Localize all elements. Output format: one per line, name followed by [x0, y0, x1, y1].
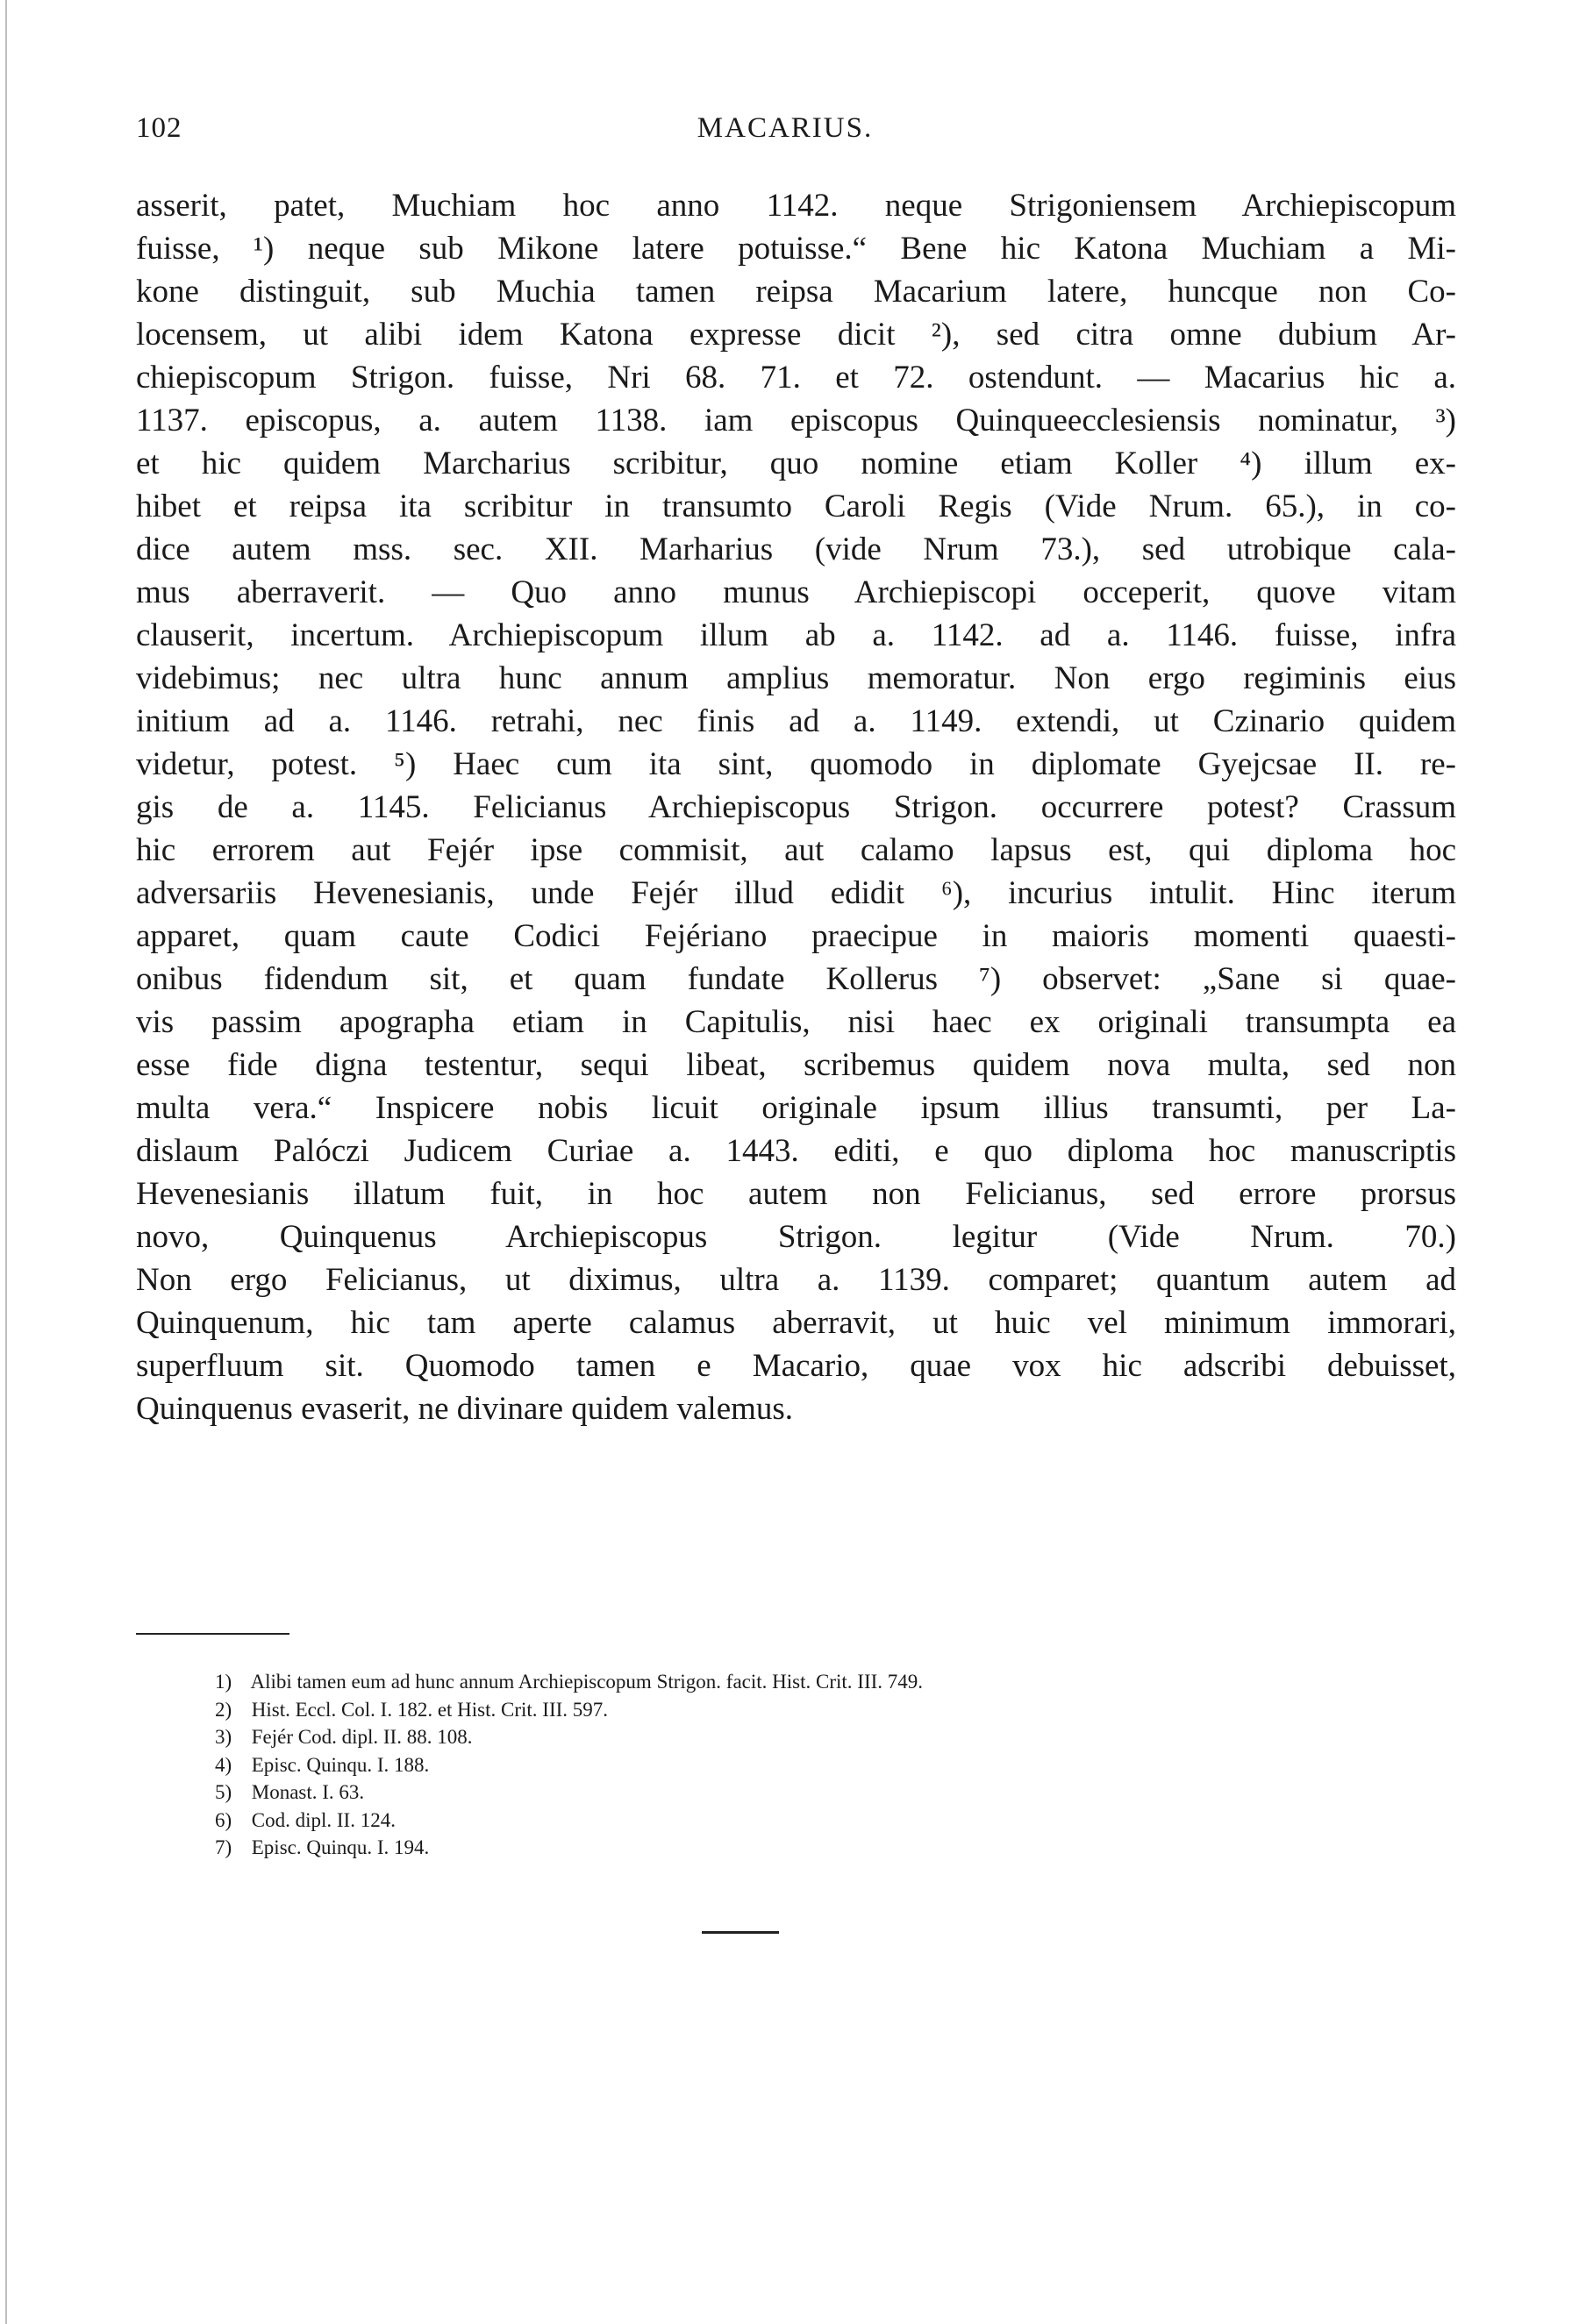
- text-line: fuisse, ¹) neque sub Mikone latere potuisse.“ Bene hic Katona Muchiam a Mi-: [136, 231, 1456, 267]
- text-line: videtur, potest. ⁵) Haec cum ita sint, quomodo in diplomate Gyejcsae II. re-: [136, 746, 1456, 782]
- text-line: clauserit, incertum. Archiepiscopum illum ab a. 1142. ad a. 1146. fuisse, infra: [136, 617, 1456, 653]
- page-number: 102: [136, 112, 182, 144]
- footnote-number: 7): [215, 1836, 232, 1858]
- text-line: initium ad a. 1146. retrahi, nec finis ad a. 1149. extendi, ut Czinario quidem: [136, 703, 1456, 739]
- footnote: [215, 1723, 1355, 1751]
- text-line: hic errorem aut Fejér ipse commisit, aut calamo lapsus est, qui diploma hoc: [136, 832, 1456, 868]
- text-line: superfluum sit. Quomodo tamen e Macario, quae vox hic adscribi debuisset,: [136, 1348, 1456, 1384]
- text-line: novo, Quinquenus Archiepiscopus Strigon. legitur (Vide Nrum. 70.): [136, 1219, 1456, 1255]
- text-line: apparet, quam caute Codici Fejériano praecipue in maioris momenti quaesti-: [136, 918, 1456, 954]
- text-line: Quinquenus evaserit, ne divinare quidem valemus.: [136, 1391, 794, 1427]
- body-text: [136, 184, 1456, 1430]
- text-line: Non ergo Felicianus, ut diximus, ultra a. 1139. comparet; quantum autem ad: [136, 1262, 1456, 1298]
- text-line: kone distinguit, sub Muchia tamen reipsa Macarium latere, huncque non Co-: [136, 274, 1456, 310]
- footnote-number: 6): [215, 1808, 232, 1831]
- text-line: et hic quidem Marcharius scribitur, quo nomine etiam Koller ⁴) illum ex-: [136, 446, 1456, 481]
- text-line: Hevenesianis illatum fuit, in hoc autem non Felicianus, sed errore prorsus: [136, 1176, 1456, 1212]
- footnote-text: Alibi tamen eum ad hunc annum Archiepiscopum Strigon. facit. Hist. Crit. III. 749.: [250, 1671, 924, 1693]
- footnote-text: Episc. Quinqu. I. 194.: [251, 1836, 430, 1858]
- end-ornament-rule: [702, 1931, 779, 1934]
- footnote-number: 4): [215, 1753, 232, 1776]
- text-line: 1137. episcopus, a. autem 1138. iam episcopus Quinqueecclesiensis nominatur, ³): [136, 403, 1456, 438]
- footnote: [215, 1751, 1355, 1779]
- text-line: vis passim apographa etiam in Capitulis, nisi haec ex originali transumpta ea: [136, 1004, 1456, 1040]
- footnote-number: 5): [215, 1781, 232, 1803]
- scan-edge-line: [5, 0, 7, 2324]
- page-header: [136, 112, 1434, 156]
- text-line: adversariis Hevenesianis, unde Fejér illud edidit ⁶), incurius intulit. Hinc iterum: [136, 875, 1456, 911]
- footnote-number: 3): [215, 1726, 232, 1748]
- footnote-text: Hist. Eccl. Col. I. 182. et Hist. Crit. III. 597.: [251, 1698, 609, 1721]
- footnotes: [215, 1668, 1355, 1862]
- text-line: locensem, ut alibi idem Katona expresse dicit ²), sed citra omne dubium Ar-: [136, 317, 1456, 353]
- footnote-separator: [136, 1633, 289, 1635]
- text-line: mus aberraverit. — Quo anno munus Archiepiscopi occeperit, quove vitam: [136, 574, 1456, 610]
- footnote: [215, 1807, 1355, 1835]
- text-line: esse fide digna testentur, sequi libeat, scribemus quidem nova multa, sed non: [136, 1047, 1456, 1083]
- text-line: multa vera.“ Inspicere nobis licuit originale ipsum illius transumti, per La-: [136, 1090, 1456, 1126]
- footnote-text: Cod. dipl. II. 124.: [251, 1808, 396, 1831]
- footnote: [215, 1834, 1355, 1862]
- footnote-text: Monast. I. 63.: [251, 1781, 365, 1803]
- text-line: asserit, patet, Muchiam hoc anno 1142. neque Strigoniensem Archiepiscopum: [136, 188, 1456, 224]
- footnote: [215, 1668, 1355, 1696]
- footnote-number: 2): [215, 1698, 232, 1721]
- footnote: [215, 1779, 1355, 1807]
- text-line: hibet et reipsa ita scribitur in transumto Caroli Regis (Vide Nrum. 65.), in co-: [136, 488, 1456, 524]
- text-line: onibus fidendum sit, et quam fundate Kollerus ⁷) observet: „Sane si quae-: [136, 961, 1456, 997]
- footnote-number: 1): [215, 1671, 232, 1693]
- running-title: MACARIUS.: [697, 112, 874, 144]
- text-line: chiepiscopum Strigon. fuisse, Nri 68. 71. et 72. ostendunt. — Macarius hic a.: [136, 360, 1456, 396]
- text-line: Quinquenum, hic tam aperte calamus aberravit, ut huic vel minimum immorari,: [136, 1305, 1456, 1341]
- text-line: videbimus; nec ultra hunc annum amplius memoratur. Non ergo regiminis eius: [136, 660, 1456, 696]
- text-line: dislaum Palóczi Judicem Curiae a. 1443. editi, e quo diploma hoc manuscriptis: [136, 1133, 1456, 1169]
- text-line: gis de a. 1145. Felicianus Archiepiscopus Strigon. occurrere potest? Crassum: [136, 789, 1456, 825]
- footnote-text: Episc. Quinqu. I. 188.: [251, 1753, 430, 1776]
- footnote-text: Fejér Cod. dipl. II. 88. 108.: [251, 1726, 473, 1748]
- footnote: [215, 1696, 1355, 1724]
- text-line: dice autem mss. sec. XII. Marharius (vide Nrum 73.), sed utrobique cala-: [136, 531, 1456, 567]
